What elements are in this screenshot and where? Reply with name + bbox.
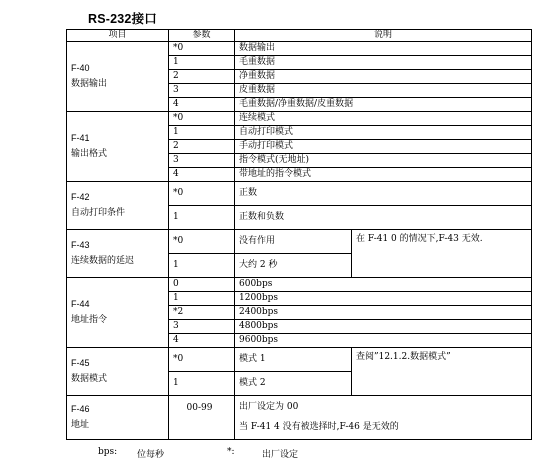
f41-name: 输出格式 <box>71 149 108 159</box>
page-title: RS-232接口 <box>88 12 157 26</box>
f45-code: F-45 <box>71 358 90 368</box>
f41-desc-0: 连续模式 <box>235 112 532 126</box>
f46-item-cell <box>67 396 169 440</box>
f44-code: F-44 <box>71 299 90 309</box>
f42-param-1: 1 <box>169 206 235 230</box>
table-row <box>67 278 532 292</box>
f41-param-1: 1 <box>169 126 235 140</box>
f41-param-2: 2 <box>169 140 235 154</box>
f40-desc-1: 毛重数据 <box>235 56 532 70</box>
f40-param-4: 4 <box>169 98 235 112</box>
f43-code: F-43 <box>71 240 90 250</box>
f42-param-0: *0 <box>169 182 235 206</box>
f40-desc-3: 皮重数据 <box>235 84 532 98</box>
f44-desc-3: 4800bps <box>235 320 532 334</box>
f40-desc-4: 毛重数据/净重数据/皮重数据 <box>235 98 532 112</box>
f43-desc-1: 大约 2 秒 <box>235 254 352 278</box>
f46-name: 地址 <box>71 420 90 430</box>
f44-desc-4: 9600bps <box>235 334 532 348</box>
f44-desc-2: 2400bps <box>235 306 532 320</box>
table-row <box>67 42 532 56</box>
footer-bps-key: bps: <box>98 447 118 457</box>
f42-name: 自动打印条件 <box>71 208 126 218</box>
f46-desc-2: 当 F-41 4 没有被选择时,F-46 是无效的 <box>239 422 399 432</box>
f43-name: 连续数据的延迟 <box>71 256 135 266</box>
f41-desc-3: 指令模式(无地址) <box>235 154 532 168</box>
f44-item-cell <box>67 278 169 348</box>
f40-name: 数据输出 <box>71 79 108 89</box>
f40-param-2: 2 <box>169 70 235 84</box>
f43-desc-0: 没有作用 <box>235 230 352 254</box>
f40-code: F-40 <box>71 63 90 73</box>
f44-desc-0: 600bps <box>235 278 532 292</box>
f41-desc-1: 自动打印模式 <box>235 126 532 140</box>
f45-item-cell <box>67 348 169 396</box>
f44-param-0: 0 <box>169 278 235 292</box>
f41-param-3: 3 <box>169 154 235 168</box>
f44-param-4: 4 <box>169 334 235 348</box>
table-row <box>67 112 532 126</box>
table-row <box>67 230 532 254</box>
header-item: 项目 <box>67 30 169 42</box>
f43-item-cell <box>67 230 169 278</box>
f43-note: 在 F-41 0 的情况下,F-43 无效. <box>352 230 532 278</box>
f44-param-2: *2 <box>169 306 235 320</box>
f45-desc-0: 模式 1 <box>235 348 352 372</box>
f42-item-cell <box>67 182 169 230</box>
f42-desc-1: 正数和负数 <box>235 206 532 230</box>
f45-param-0: *0 <box>169 348 235 372</box>
f46-code: F-46 <box>71 404 90 414</box>
f44-param-3: 3 <box>169 320 235 334</box>
f45-name: 数据模式 <box>71 374 108 384</box>
f40-item-cell <box>67 42 169 112</box>
footer-star-key: *: <box>227 447 235 457</box>
header-desc: 说明 <box>235 30 532 42</box>
f45-param-1: 1 <box>169 372 235 396</box>
table-row <box>67 182 532 206</box>
f40-desc-2: 净重数据 <box>235 70 532 84</box>
footer-star-value: 出厂设定 <box>262 450 299 460</box>
f40-desc-0: 数据输出 <box>235 42 532 56</box>
f46-desc-cell <box>235 396 532 440</box>
f45-note: 查阅”12.1.2.数据模式” <box>352 348 532 396</box>
f42-code: F-42 <box>71 192 90 202</box>
f45-desc-1: 模式 2 <box>235 372 352 396</box>
f41-param-4: 4 <box>169 168 235 182</box>
f41-desc-2: 手动打印模式 <box>235 140 532 154</box>
f41-desc-4: 带地址的指令模式 <box>235 168 532 182</box>
rs232-parameter-table <box>66 29 532 440</box>
f40-param-3: 3 <box>169 84 235 98</box>
f41-item-cell <box>67 112 169 182</box>
f44-desc-1: 1200bps <box>235 292 532 306</box>
table-header-row <box>67 30 532 42</box>
table-row <box>67 348 532 372</box>
footer-bps-value: 位每秒 <box>137 450 165 460</box>
f43-param-0: *0 <box>169 230 235 254</box>
f42-desc-0: 正数 <box>235 182 532 206</box>
f44-param-1: 1 <box>169 292 235 306</box>
f43-param-1: 1 <box>169 254 235 278</box>
f44-name: 地址指令 <box>71 315 108 325</box>
f46-param: 00-99 <box>169 396 235 440</box>
f41-code: F-41 <box>71 133 90 143</box>
f40-param-0: *0 <box>169 42 235 56</box>
f41-param-0: *0 <box>169 112 235 126</box>
f46-desc-1: 出厂设定为 00 <box>239 402 299 412</box>
header-param: 参数 <box>169 30 235 42</box>
f40-param-1: 1 <box>169 56 235 70</box>
table-row <box>67 396 532 440</box>
